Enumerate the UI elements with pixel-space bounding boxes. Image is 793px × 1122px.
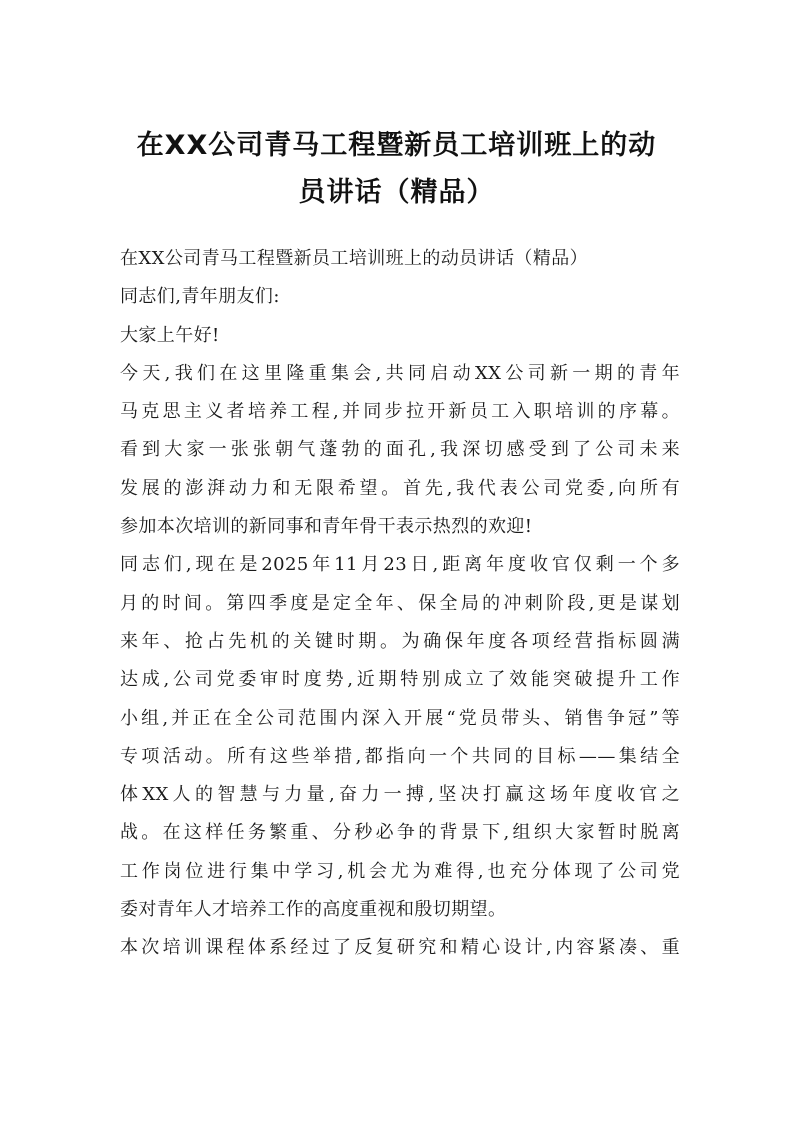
paragraph-line: 参加本次培训的新同事和青年骨干表示热烈的欢迎! <box>120 516 533 538</box>
paragraph-line: 马克思主义者培养工程,并同步拉开新员工入职培训的序幕。 <box>120 401 680 423</box>
document-body <box>120 240 680 968</box>
paragraph-line: 月的时间。第四季度是定全年、保全局的冲刺阶段,更是谋划 <box>120 592 680 614</box>
paragraph-line: 小组,并正在全公司范围内深入开展“党员带头、销售争冠”等 <box>120 707 680 729</box>
paragraph-line: 专项活动。所有这些举措,都指向一个共同的目标——集结全 <box>120 745 680 767</box>
title-line-2: 员讲话（精品） <box>298 177 495 208</box>
paragraph-line: 体XX人的智慧与力量,奋力一搏,坚决打赢这场年度收官之 <box>120 784 680 806</box>
subtitle-line: 在XX公司青马工程暨新员工培训班上的动员讲话（精品） <box>120 248 589 269</box>
paragraph-line: 委对青年人才培养工作的高度重视和殷切期望。 <box>120 899 507 921</box>
paragraph-line: 看到大家一张张朝气蓬勃的面孔,我深切感受到了公司未来 <box>120 439 680 461</box>
paragraph-line: 达成,公司党委审时度势,近期特别成立了效能突破提升工作 <box>120 669 680 691</box>
paragraph-line: 同志们,现在是2025年11月23日,距离年度收官仅剩一个多 <box>120 554 680 576</box>
paragraph-line: 发展的澎湃动力和无限希望。首先,我代表公司党委,向所有 <box>120 477 680 499</box>
greeting-line: 大家上午好! <box>120 324 220 346</box>
paragraph-line: 今天,我们在这里隆重集会,共同启动XX公司新一期的青年 <box>120 362 680 384</box>
paragraph-line: 战。在这样任务繁重、分秒必争的背景下,组织大家暂时脱离 <box>120 822 680 844</box>
document-title <box>100 122 693 216</box>
paragraph-line: 工作岗位进行集中学习,机会尤为难得,也充分体现了公司党 <box>120 860 680 882</box>
paragraph-line: 本次培训课程体系经过了反复研究和精心设计,内容紧凑、重 <box>120 937 680 959</box>
title-line-1: 在XX公司青马工程暨新员工培训班上的动 <box>136 130 657 161</box>
salutation-line: 同志们,青年朋友们: <box>120 286 280 308</box>
paragraph-line: 来年、抢占先机的关键时期。为确保年度各项经营指标圆满 <box>120 630 680 652</box>
